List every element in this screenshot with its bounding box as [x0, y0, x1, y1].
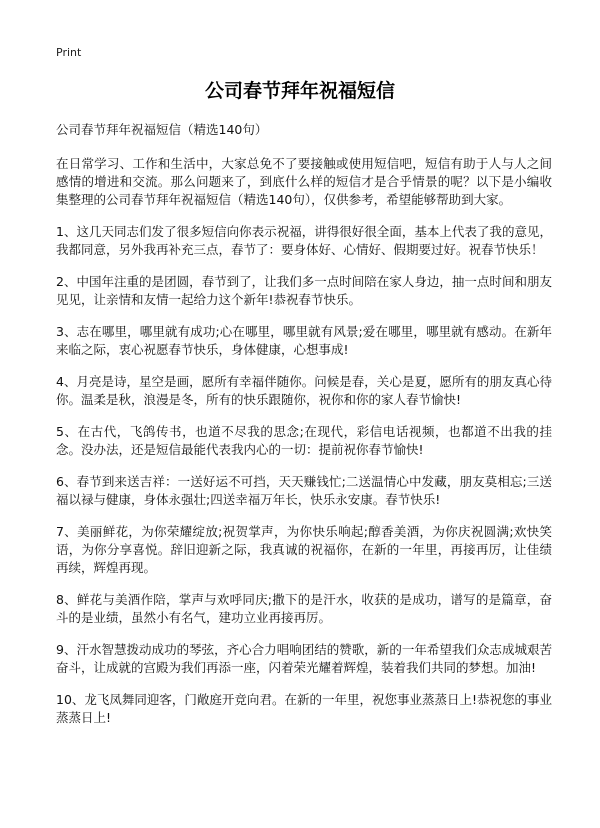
list-item: 4、月亮是诗，星空是画，愿所有幸福伴随你。问候是春，关心是夏，愿所有的朋友真心待你。温柔是秋，浪漫是冬，所有的快乐跟随你，祝你和你的家人春节愉快! — [56, 374, 552, 407]
list-item: 6、春节到来送吉祥：一送好运不可挡，天天赚钱忙;二送温情心中发藏，朋友莫相忘;三送福以禄与健康，身体永强壮;四送幸福万年长，快乐永安康。春节快乐! — [56, 474, 552, 507]
page-title: 公司春节拜年祝福短信 — [204, 80, 395, 102]
list-item: 3、志在哪里，哪里就有成功;心在哪里，哪里就有风景;爱在哪里，哪里就有感动。在新年来临之际，衷心祝愿春节快乐，身体健康，心想事成! — [56, 324, 552, 357]
list-item: 1、这几天同志们发了很多短信向你表示祝福，讲得很好很全面，基本上代表了我的意见，我都同意，另外我再补充三点，春节了：要身体好、心情好、假期要过好。祝春节快乐！ — [56, 224, 552, 257]
list-item: 2、中国年注重的是团圆，春节到了，让我们多一点时间陪在家人身边，抽一点时间和朋友见见，让亲情和友情一起给力这个新年!恭祝春节快乐。 — [56, 274, 552, 307]
list-item: 7、美丽鲜花，为你荣耀绽放;祝贺掌声，为你快乐响起;醇香美酒，为你庆祝圆满;欢快笑语，为你分享喜悦。辞旧迎新之际，我真诚的祝福你，在新的一年里，再接再厉，让佳绩再续，辉煌再现。 — [56, 524, 552, 575]
intro-paragraph: 在日常学习、工作和生活中，大家总免不了要接触或使用短信吧，短信有助于人与人之间感情的增进和交流。那么问题来了，到底什么样的短信才是合乎情景的呢？以下是小编收集整理的公司春节拜年祝福短信（精选140句），仅供参考，希望能够帮助到大家。 — [56, 156, 552, 207]
print-link[interactable]: Print — [56, 46, 82, 59]
list-item: 5、在古代，飞鸽传书，也道不尽我的思念;在现代，彩信电话视频，也都道不出我的挂念。没办法，还是短信最能代表我内心的一切：提前祝你春节愉快! — [56, 424, 552, 457]
article-subtitle: 公司春节拜年祝福短信（精选140句） — [56, 122, 268, 137]
list-item: 8、鲜花与美酒作陪，掌声与欢呼同庆;撒下的是汗水，收获的是成功，谱写的是篇章，奋斗的是业绩，虽然小有名气，建功立业再接再厉。 — [56, 592, 552, 625]
article-body — [56, 120, 552, 741]
list-item: 10、龙飞凤舞同迎客，门敞庭开竞向君。在新的一年里，祝您事业蒸蒸日上!恭祝您的事业蒸蒸日上! — [56, 692, 552, 725]
list-item: 9、汗水智慧拨动成功的琴弦，齐心合力唱响团结的赞歌，新的一年希望我们众志成城艰苦奋斗，让成就的宫殿为我们再添一座，闪着荣光耀着辉煌，装着我们共同的梦想。加油! — [56, 642, 552, 675]
